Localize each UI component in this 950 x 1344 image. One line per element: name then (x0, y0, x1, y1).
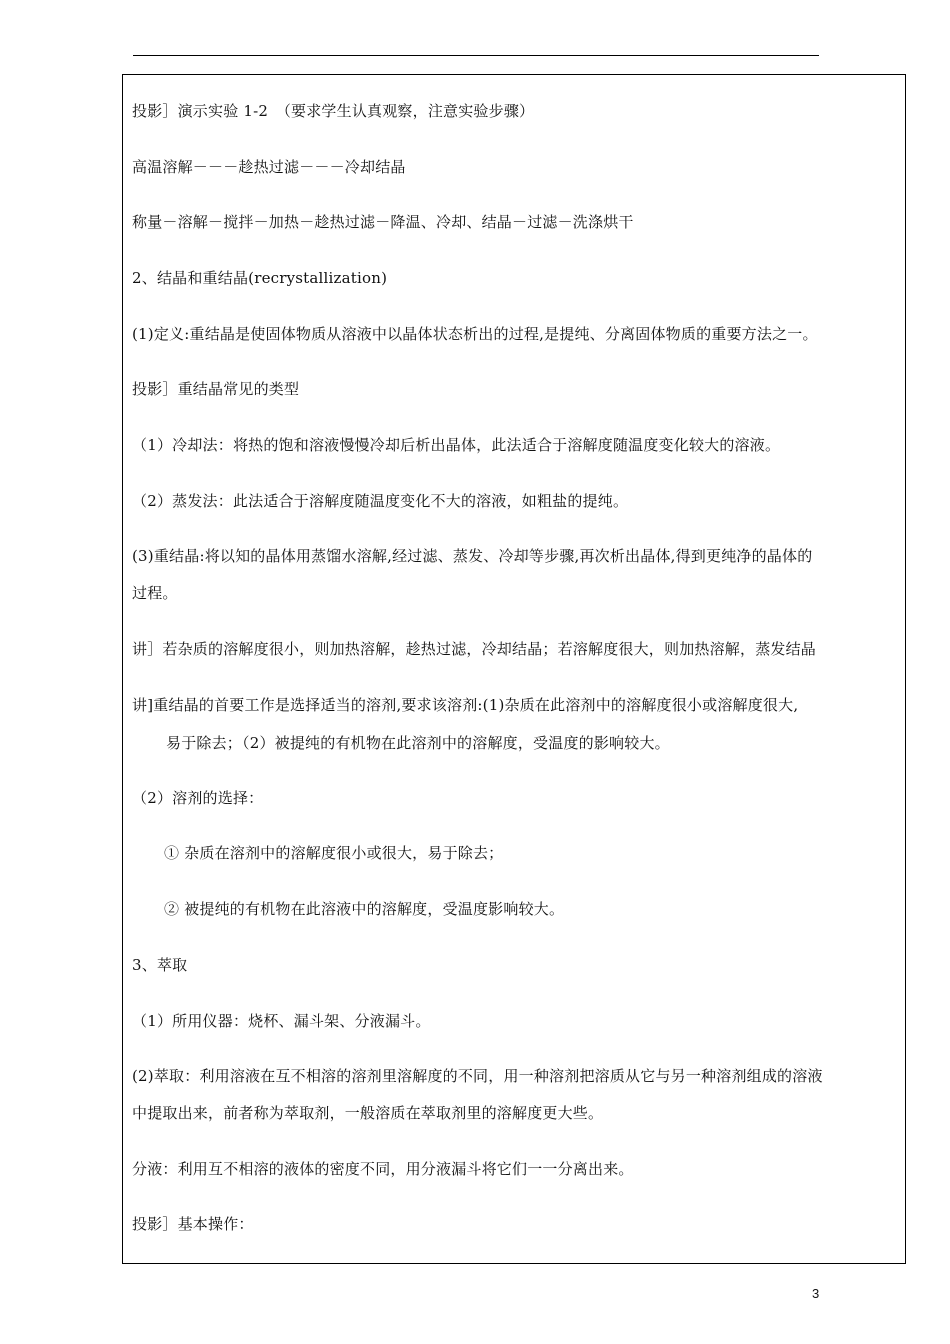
content-frame (122, 74, 906, 1264)
text-line: （1）冷却法：将热的饱和溶液慢慢冷却后析出晶体，此法适合于溶解度随温度变化较大的溶液。 (132, 436, 781, 454)
text-line: 讲］若杂质的溶解度很小，则加热溶解，趁热过滤，冷却结晶；若溶解度很大，则加热溶解，蒸发结晶 (132, 640, 817, 658)
section-heading: 2、结晶和重结晶(recrystallization) (132, 269, 388, 287)
text-line: 分液：利用互不相溶的液体的密度不同，用分液漏斗将它们一一分离出来。 (132, 1160, 634, 1178)
page-number: 3 (812, 1286, 820, 1301)
text-line: 易于除去；（2）被提纯的有机物在此溶剂中的溶解度，受温度的影响较大。 (166, 734, 670, 752)
header-rule (133, 55, 819, 56)
text-line: （1）所用仪器：烧杯、漏斗架、分液漏斗。 (132, 1012, 431, 1030)
section-heading: 3、萃取 (132, 956, 188, 974)
text-line: 过程。 (132, 584, 178, 602)
text-line: 投影］基本操作： (132, 1215, 254, 1233)
text-line: 投影］演示实验 1-2 （要求学生认真观察，注意实验步骤） (132, 102, 535, 120)
text-line: 讲]重结晶的首要工作是选择适当的溶剂,要求该溶剂:(1)杂质在此溶剂中的溶解度很小或溶解度很大, (132, 696, 799, 714)
text-line: 中提取出来，前者称为萃取剂，一般溶质在萃取剂里的溶解度更大些。 (132, 1104, 604, 1122)
text-line: (3)重结晶:将以知的晶体用蒸馏水溶解,经过滤、蒸发、冷却等步骤,再次析出晶体,得到更纯净的晶体的 (132, 547, 813, 565)
text-line: 称量－溶解－搅拌－加热－趁热过滤－降温、冷却、结晶－过滤－洗涤烘干 (132, 213, 634, 231)
list-item: ② 被提纯的有机物在此溶液中的溶解度，受温度影响较大。 (164, 900, 565, 918)
text-line: （2）溶剂的选择： (132, 789, 264, 807)
text-line: 高温溶解－－－趁热过滤－－－冷却结晶 (132, 158, 406, 176)
list-item: ① 杂质在溶剂中的溶解度很小或很大，易于除去； (164, 844, 504, 862)
text-line: (1)定义:重结晶是使固体物质从溶液中以晶体状态析出的过程,是提纯、分离固体物质的重要方法之一。 (132, 325, 818, 343)
text-line: （2）蒸发法：此法适合于溶解度随温度变化不大的溶液，如粗盐的提纯。 (132, 492, 629, 510)
text-line: 投影］重结晶常见的类型 (132, 380, 300, 398)
text-line: (2)萃取：利用溶液在互不相溶的溶剂里溶解度的不同，用一种溶剂把溶质从它与另一种溶剂组成的溶液 (132, 1067, 823, 1085)
